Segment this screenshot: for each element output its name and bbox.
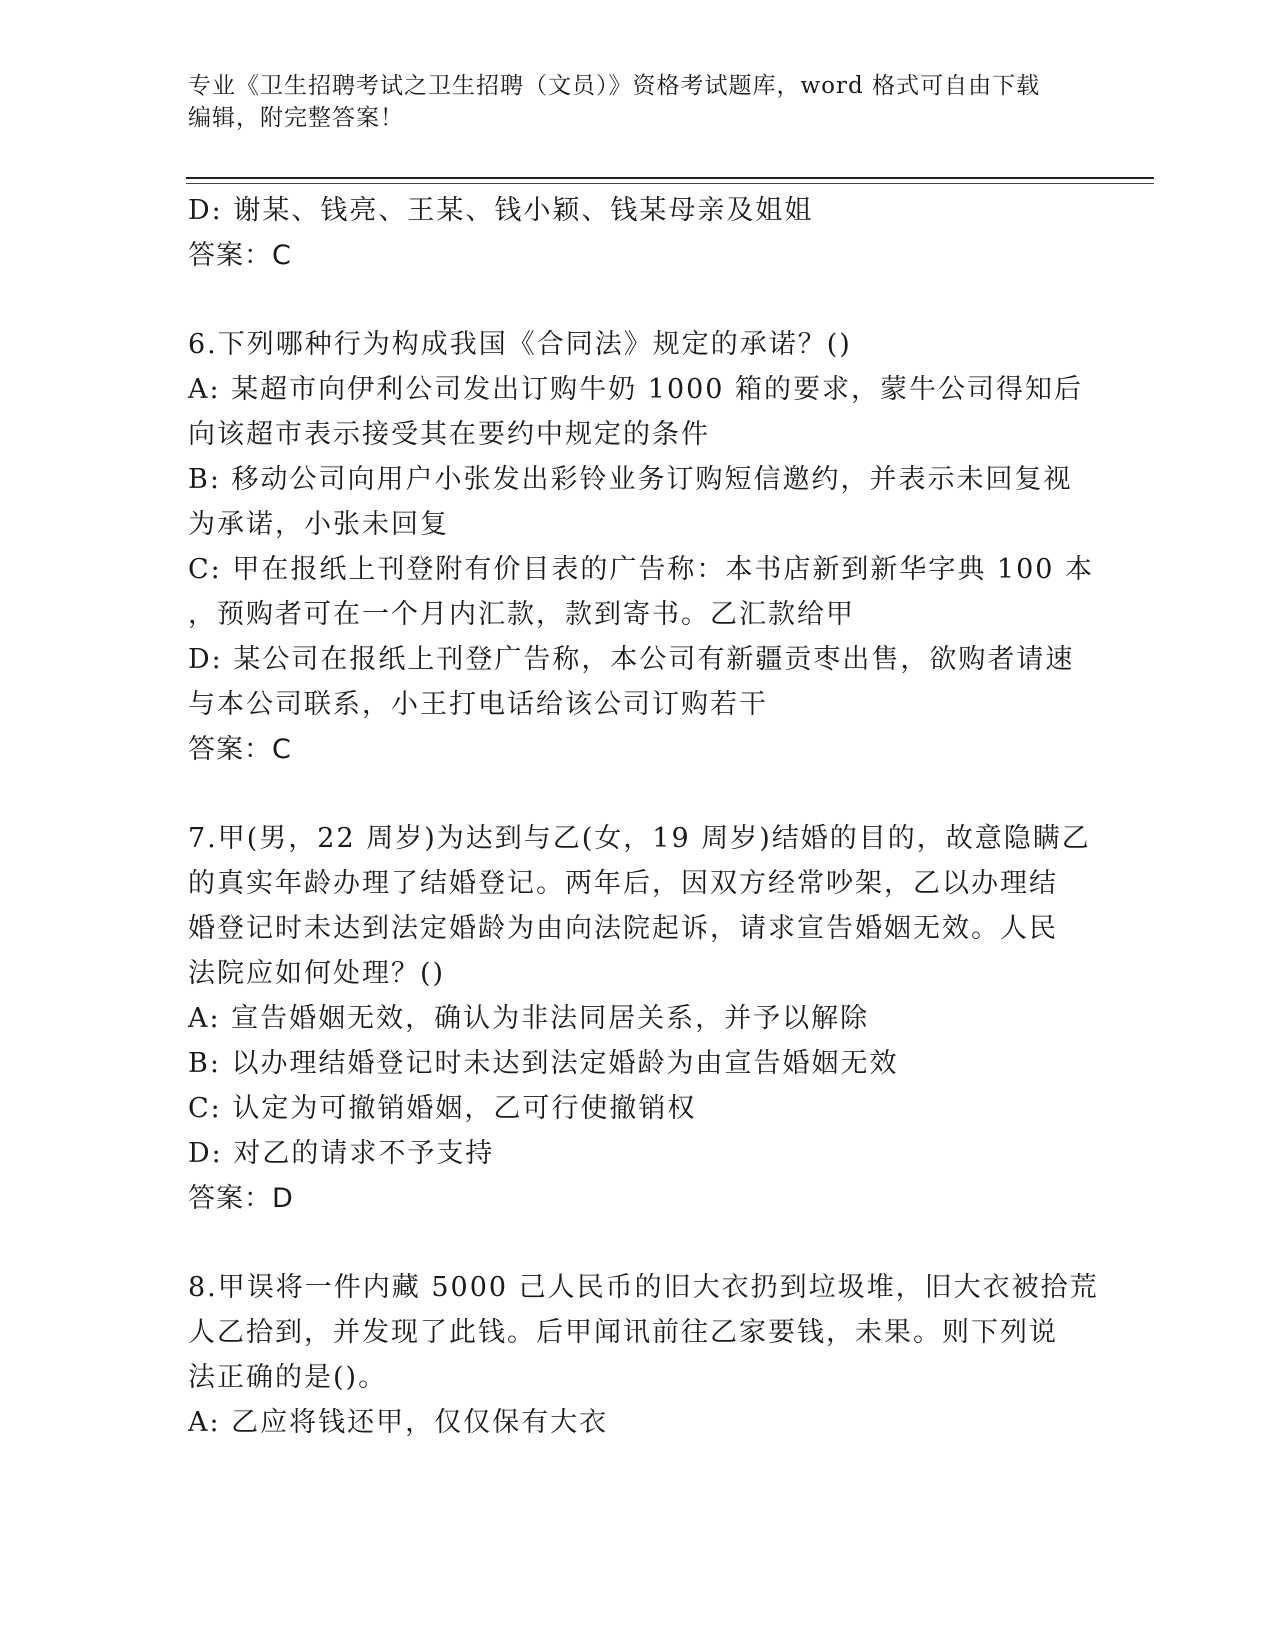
spacer — [188, 1221, 1088, 1265]
q6-option-d-line-1: D: 某公司在报纸上刊登广告称，本公司有新疆贡枣出售，欲购者请速 — [188, 644, 1075, 675]
header-line-2: 编辑，附完整答案！ — [188, 105, 404, 131]
document-header — [188, 70, 1088, 134]
q7-stem-line-2: 的真实年龄办理了结婚登记。两年后，因双方经常吵架，乙以办理结 — [188, 868, 1058, 899]
q8-stem-line-2: 人乙拾到，并发现了此钱。后甲闻讯前往乙家要钱，未果。则下列说 — [188, 1317, 1058, 1348]
q7-option-a: A: 宣告婚姻无效，确认为非法同居关系，并予以解除 — [188, 1003, 870, 1034]
q7-option-d: D: 对乙的请求不予支持 — [188, 1138, 495, 1169]
spacer — [188, 278, 1088, 322]
q8-stem-line-1: 8.甲误将一件内藏 5000 己人民币的旧大衣扔到垃圾堆，旧大衣被拾荒 — [188, 1272, 1099, 1303]
q7-answer: 答案：D — [188, 1183, 294, 1214]
spacer — [188, 772, 1088, 816]
q7-option-b: B: 以办理结婚登记时未达到法定婚龄为由宣告婚姻无效 — [188, 1048, 899, 1079]
q6-option-b-line-2: 为承诺，小张未回复 — [188, 509, 449, 540]
q6-option-a-line-1: A: 某超市向伊利公司发出订购牛奶 1000 箱的要求，蒙牛公司得知后 — [188, 374, 1084, 405]
q7-option-c: C: 认定为可撤销婚姻，乙可行使撤销权 — [188, 1093, 697, 1124]
q6-option-b-line-1: B: 移动公司向用户小张发出彩铃业务订购短信邀约，并表示未回复视 — [188, 464, 1073, 495]
q6-answer: 答案：C — [188, 734, 292, 765]
q6-option-a-line-2: 向该超市表示接受其在要约中规定的条件 — [188, 419, 710, 450]
q7-stem-line-1: 7.甲(男，22 周岁)为达到与乙(女，19 周岁)结婚的目的，故意隐瞒乙 — [188, 823, 1091, 854]
question-content — [188, 188, 1099, 1445]
q6-stem: 6.下列哪种行为构成我国《合同法》规定的承诺？() — [188, 329, 852, 360]
q6-option-d-line-2: 与本公司联系，小王打电话给该公司订购若干 — [188, 689, 768, 720]
header-divider-thin — [186, 183, 1154, 184]
q7-stem-line-4: 法院应如何处理？() — [188, 958, 446, 989]
q6-option-c-line-1: C: 甲在报纸上刊登附有价目表的广告称：本书店新到新华字典 100 本 — [188, 554, 1095, 585]
q7-stem-line-3: 婚登记时未达到法定婚龄为由向法院起诉，请求宣告婚姻无效。人民 — [188, 913, 1058, 944]
q8-option-a: A: 乙应将钱还甲，仅仅保有大衣 — [188, 1407, 609, 1438]
q8-stem-line-3: 法正确的是()。 — [188, 1362, 388, 1393]
header-divider-thick — [186, 177, 1154, 179]
q6-option-c-line-2: ，预购者可在一个月内汇款，款到寄书。乙汇款给甲 — [188, 599, 855, 630]
header-line-1: 专业《卫生招聘考试之卫生招聘（文员）》资格考试题库，word 格式可自由下载 — [188, 73, 1041, 99]
q5-option-d: D: 谢某、钱亮、王某、钱小颖、钱某母亲及姐姐 — [188, 195, 814, 226]
q5-answer: 答案：C — [188, 240, 292, 271]
